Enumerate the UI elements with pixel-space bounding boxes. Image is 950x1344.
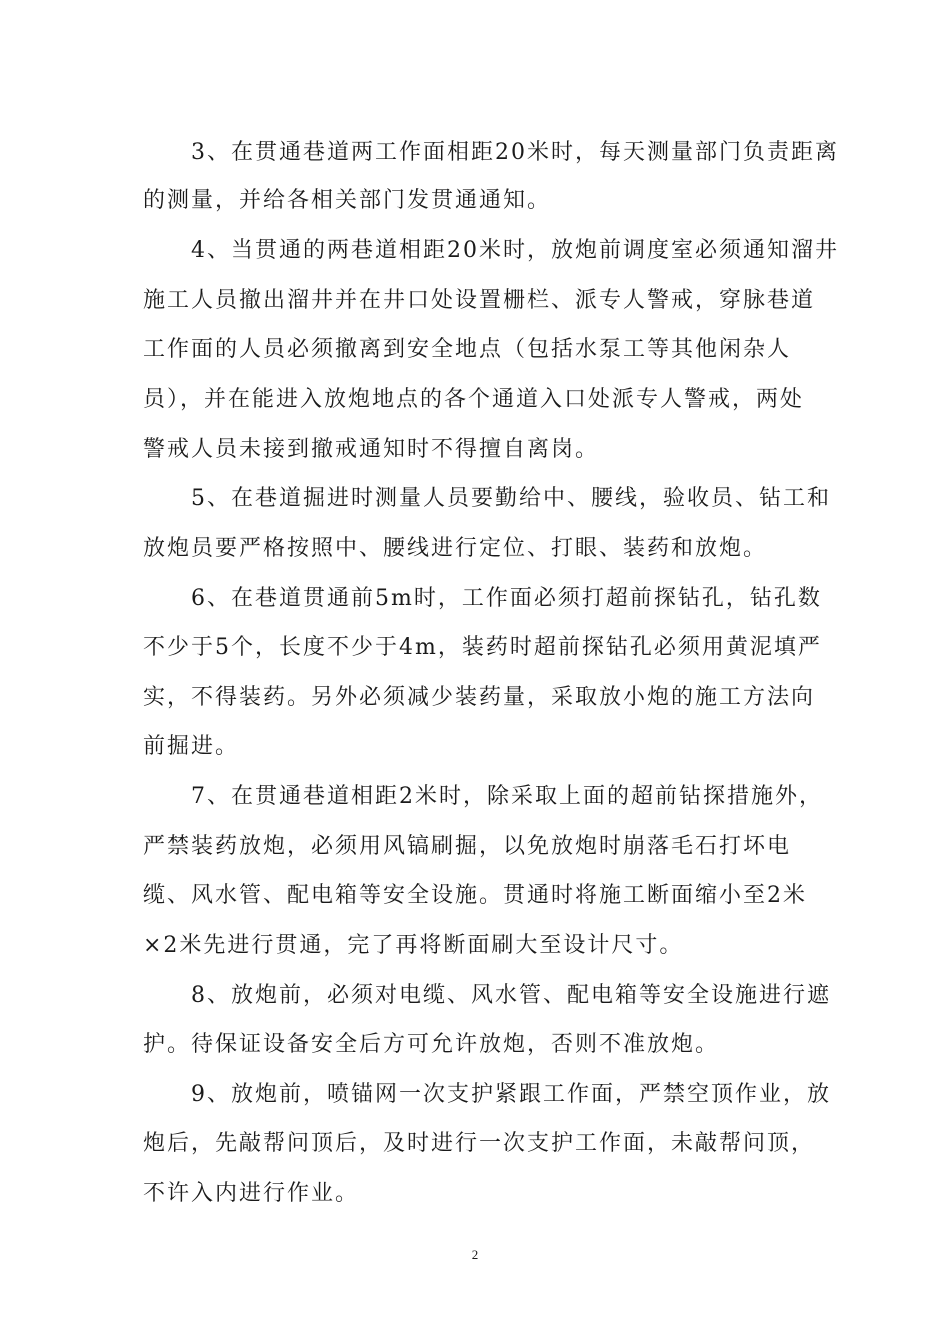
- text-line: 8、放炮前，必须对电缆、风水管、配电箱等安全设施进行遮: [143, 983, 831, 1008]
- page-number: 2: [471, 1247, 479, 1262]
- text-line: ×2米先进行贯通，完了再将断面刷大至设计尺寸。: [143, 933, 684, 958]
- text-line: 炮后，先敲帮问顶后，及时进行一次支护工作面，未敲帮问顶，: [143, 1131, 816, 1156]
- text-line: 9、放炮前，喷锚网一次支护紧跟工作面，严禁空顶作业，放: [143, 1082, 831, 1107]
- text-line: 施工人员撤出溜井并在井口处设置栅栏、派专人警戒，穿脉巷道: [143, 288, 816, 313]
- text-line: 严禁装药放炮，必须用风镐刷掘，以免放炮时崩落毛石打坏电: [143, 834, 792, 859]
- text-line: 3、在贯通巷道两工作面相距20米时，每天测量部门负责距离: [143, 140, 839, 165]
- text-line: 5、在巷道掘进时测量人员要勤给中、腰线，验收员、钻工和: [143, 486, 831, 511]
- text-line: 6、在巷道贯通前5m时，工作面必须打超前探钻孔，钻孔数: [143, 586, 822, 611]
- text-line: 警戒人员未接到撤戒通知时不得擅自离岗。: [143, 437, 600, 462]
- text-line: 缆、风水管、配电箱等安全设施。贯通时将施工断面缩小至2米: [143, 883, 807, 908]
- text-line: 护。待保证设备安全后方可允许放炮，否则不准放炮。: [143, 1032, 720, 1057]
- text-line: 7、在贯通巷道相距2米时，除采取上面的超前钻探措施外，: [143, 784, 823, 809]
- text-line: 放炮员要严格按照中、腰线进行定位、打眼、装药和放炮。: [143, 536, 768, 561]
- text-line: 不少于5个，长度不少于4m，装药时超前探钻孔必须用黄泥填严: [143, 635, 822, 660]
- text-line: 实，不得装药。另外必须减少装药量，采取放小炮的施工方法向: [143, 685, 816, 710]
- text-line: 不许入内进行作业。: [143, 1181, 360, 1206]
- text-line: 4、当贯通的两巷道相距20米时，放炮前调度室必须通知溜井: [143, 238, 839, 263]
- text-line: 员），并在能进入放炮地点的各个通道入口处派专人警戒，两处: [143, 387, 805, 412]
- text-line: 前掘进。: [143, 734, 240, 759]
- text-line: 工作面的人员必须撤离到安全地点（包括水泵工等其他闲杂人: [143, 337, 792, 362]
- text-line: 的测量，并给各相关部门发贯通通知。: [143, 188, 552, 213]
